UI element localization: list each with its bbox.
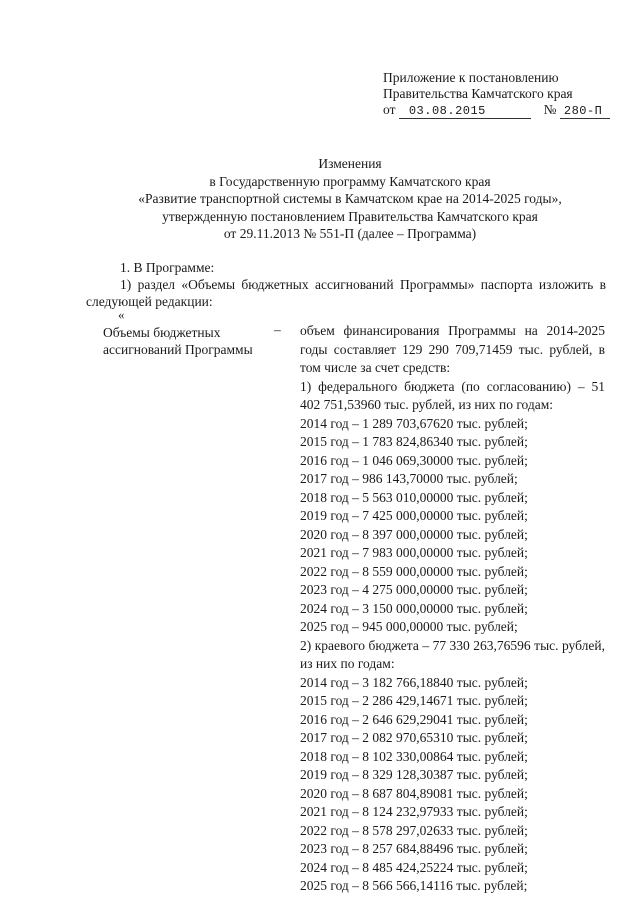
appendix-line-2: Правительства Камчатского края [383, 86, 573, 101]
federal-year-item: 2018 год – 5 563 010,00000 тыс. рублей; [300, 489, 528, 505]
regional-budget-heading: 2) краевого бюджета – 77 330 263,76596 тыс. рублей, из них по годам: [300, 637, 605, 671]
number-label: № [543, 102, 557, 117]
regional-year-item: 2022 год – 8 578 297,02633 тыс. рублей; [300, 822, 528, 838]
passport-section-label: Объемы бюджетных ассигнований Программы [103, 325, 253, 357]
document-title [60, 155, 640, 243]
regional-year-item: 2020 год – 8 687 804,89081 тыс. рублей; [300, 785, 528, 801]
federal-year-item: 2022 год – 8 559 000,00000 тыс. рублей; [300, 563, 528, 579]
intro-paragraph-1: 1. В Программе: [120, 260, 215, 275]
title-line-5: от 29.11.2013 № 551-П (далее – Программа) [223, 226, 477, 241]
regional-year-item: 2017 год – 2 082 970,65310 тыс. рублей; [300, 730, 528, 745]
appendix-header [383, 70, 610, 119]
federal-year-item: 2021 год – 7 983 000,00000 тыс. рублей; [300, 545, 528, 560]
federal-budget-heading: 1) федерального бюджета (по согласованию) – 51 402 751,53960 тыс. рублей, из них по годам: [300, 378, 605, 412]
passport-section-content [300, 322, 605, 896]
federal-year-item: 2014 год – 1 289 703,67620 тыс. рублей; [300, 415, 528, 431]
regional-year-item: 2018 год – 8 102 330,00864 тыс. рублей; [300, 748, 528, 764]
regional-year-item: 2015 год – 2 286 429,14671 тыс. рублей; [300, 693, 528, 708]
decree-date: 03.08.2015 [399, 105, 531, 119]
title-line-1: Изменения [318, 156, 382, 171]
appendix-date-line [383, 102, 610, 119]
title-line-2: в Государственную программу Камчатского края [209, 173, 491, 189]
regional-year-item: 2016 год – 2 646 629,29041 тыс. рублей; [300, 711, 528, 727]
label-dash: – [274, 322, 281, 337]
regional-year-item: 2021 год – 8 124 232,97933 тыс. рублей; [300, 804, 528, 819]
title-line-3: «Развитие транспортной системы в Камчатском крае на 2014-2025 годы», [138, 191, 562, 206]
decree-number: 280-П [560, 105, 610, 119]
federal-year-item: 2023 год – 4 275 000,00000 тыс. рублей; [300, 582, 528, 597]
regional-year-item: 2025 год – 8 566 566,14116 тыс. рублей; [300, 878, 528, 893]
title-line-4: утвержденную постановлением Правительства Камчатского края [162, 208, 538, 224]
date-label: от [383, 102, 396, 117]
regional-years-list [300, 674, 605, 896]
federal-year-item: 2024 год – 3 150 000,00000 тыс. рублей; [300, 600, 528, 616]
federal-year-item: 2020 год – 8 397 000,00000 тыс. рублей; [300, 526, 528, 542]
federal-year-item: 2017 год – 986 143,70000 тыс. рублей; [300, 471, 518, 486]
appendix-line-1: Приложение к постановлению [383, 70, 559, 85]
opening-quote: « [118, 307, 125, 322]
intro-paragraph-2: 1) раздел «Объемы бюджетных ассигнований Программы» паспорта изложить в следующей редакции: [86, 277, 606, 309]
regional-year-item: 2024 год – 8 485 424,25224 тыс. рублей; [300, 859, 528, 875]
funding-total: объем финансирования Программы на 2014-2025 годы составляет 129 290 709,71459 тыс. рублей, в том числе за счет средств: [300, 323, 605, 375]
federal-years-list [300, 415, 605, 637]
federal-year-item: 2016 год – 1 046 069,30000 тыс. рублей; [300, 452, 528, 468]
federal-year-item: 2025 год – 945 000,00000 тыс. рублей; [300, 619, 518, 634]
regional-year-item: 2023 год – 8 257 684,88496 тыс. рублей; [300, 841, 528, 856]
regional-year-item: 2019 год – 8 329 128,30387 тыс. рублей; [300, 767, 528, 782]
federal-year-item: 2015 год – 1 783 824,86340 тыс. рублей; [300, 434, 528, 449]
intro-text [86, 259, 606, 310]
federal-year-item: 2019 год – 7 425 000,00000 тыс. рублей; [300, 508, 528, 523]
regional-year-item: 2014 год – 3 182 766,18840 тыс. рублей; [300, 674, 528, 690]
